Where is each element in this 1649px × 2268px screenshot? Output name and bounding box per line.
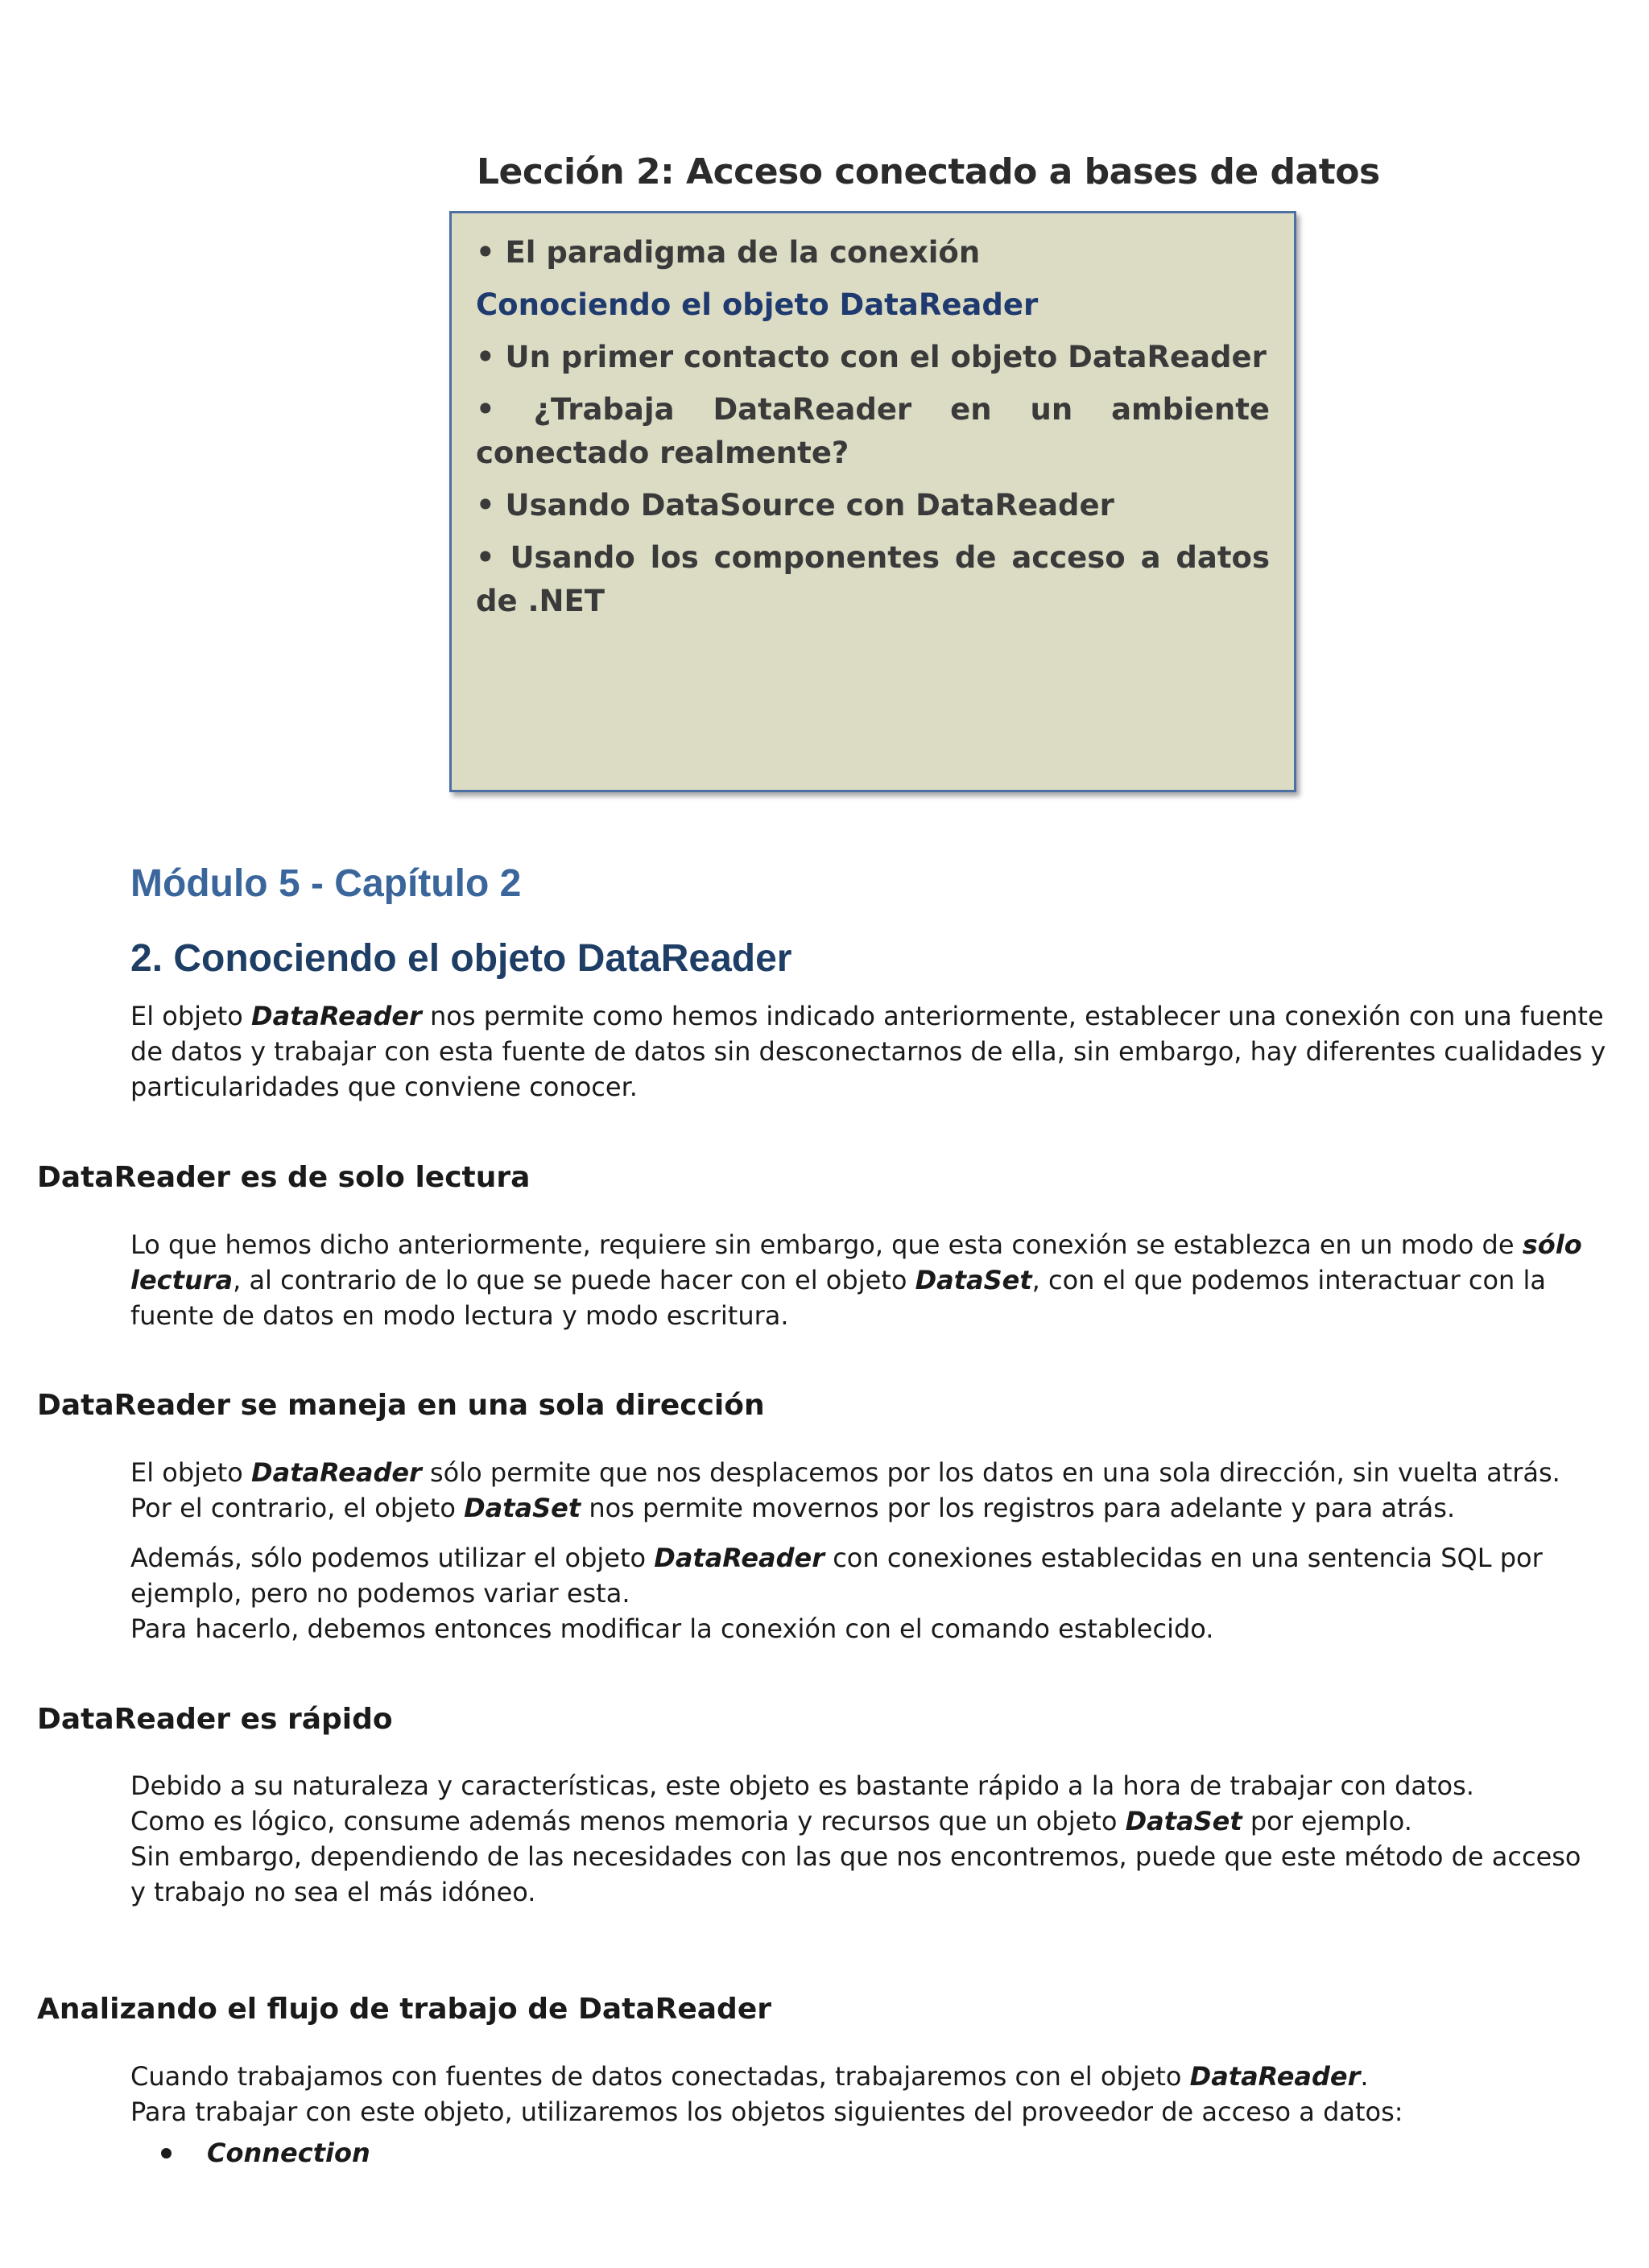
slide-item-highlighted: Conociendo el objeto DataReader (476, 287, 1039, 322)
list-item (161, 2138, 370, 2168)
section-heading-readonly: DataReader es de solo lectura (37, 1161, 531, 1194)
paragraph-readonly: Lo que hemos dicho anteriormente, requiere sin embargo, que esta conexión se establezca en un modo de sólo lectura, al contrario de lo que se puede hacer con el objeto DataSet, con el que podemos interactuar con la fuente de datos en modo lectura y modo escritura. (130, 1229, 1582, 1331)
list-item-label: Connection (207, 2138, 370, 2168)
section-heading-direction: DataReader se maneja en una sola dirección (37, 1389, 765, 1422)
paragraph-flow: Cuando trabajamos con fuentes de datos conectadas, trabajaremos con el objeto DataReader. Para trabajar con este objeto, utilizaremos los objetos siguientes del proveedor de acceso a datos: (130, 2061, 1403, 2127)
chapter-title: 2. Conociendo el objeto DataReader (130, 937, 792, 980)
module-title: Módulo 5 - Capítulo 2 (130, 862, 522, 905)
slide-title: Lección 2: Acceso conectado a bases de datos (477, 151, 1380, 192)
provider-objects-list (161, 2138, 370, 2168)
paragraph-fast: Debido a su naturaleza y características, este objeto es bastante rápido a la hora de trabajar con datos. Como es lógico, consume además menos memoria y recursos que un objeto DataSet por ejemplo. Sin embargo, dependiendo de las necesidades con las que nos encontremos, puede que este método de acceso y trabajo no sea el más idóneo. (130, 1770, 1581, 1907)
section-heading-fast: DataReader es rápido (37, 1703, 393, 1736)
term-datareader: DataReader (1189, 2061, 1361, 2092)
term-datareader: DataReader (251, 1457, 422, 1488)
paragraph-direction-1: El objeto DataReader sólo permite que nos desplacemos por los datos en una sola dirección, sin vuelta atrás. Por el contrario, el objeto DataSet nos permite movernos por los registros para adelante y para atrás. (130, 1457, 1560, 1523)
slide-item: • Usando DataSource con DataReader (476, 488, 1114, 523)
term-datareader: DataReader (251, 1001, 422, 1031)
paragraph-direction-2: Además, sólo podemos utilizar el objeto DataReader con conexiones establecidas en una sentencia SQL por ejemplo, pero no podemos variar esta. Para hacerlo, debemos entonces modificar la conexión con el comando establecido. (130, 1543, 1543, 1644)
term-dataset: DataSet (464, 1493, 581, 1523)
term-datareader: DataReader (654, 1543, 825, 1573)
intro-paragraph: El objeto DataReader nos permite como hemos indicado anteriormente, establecer una conexión con una fuente de datos y trabajar con esta fuente de datos sin desconectarnos de ella, sin embargo, hay diferentes cualidades y particularidades que conviene conocer. (130, 1001, 1606, 1102)
slide-content-box (449, 211, 1296, 792)
term-solo-lectura: sólo lectura (130, 1229, 1582, 1295)
slide-item: • El paradigma de la conexión (476, 235, 981, 270)
slide-item: • Usando los componentes de acceso a datos de .NET (476, 540, 1270, 618)
bullet-icon (161, 2148, 172, 2159)
section-heading-flow: Analizando el flujo de trabajo de DataReader (37, 1993, 771, 2026)
term-dataset: DataSet (915, 1265, 1032, 1295)
term-dataset: DataSet (1125, 1806, 1242, 1836)
slide-item: • ¿Trabaja DataReader en un ambiente conectado realmente? (476, 392, 1270, 470)
slide-item: • Un primer contacto con el objeto DataReader (476, 340, 1267, 374)
